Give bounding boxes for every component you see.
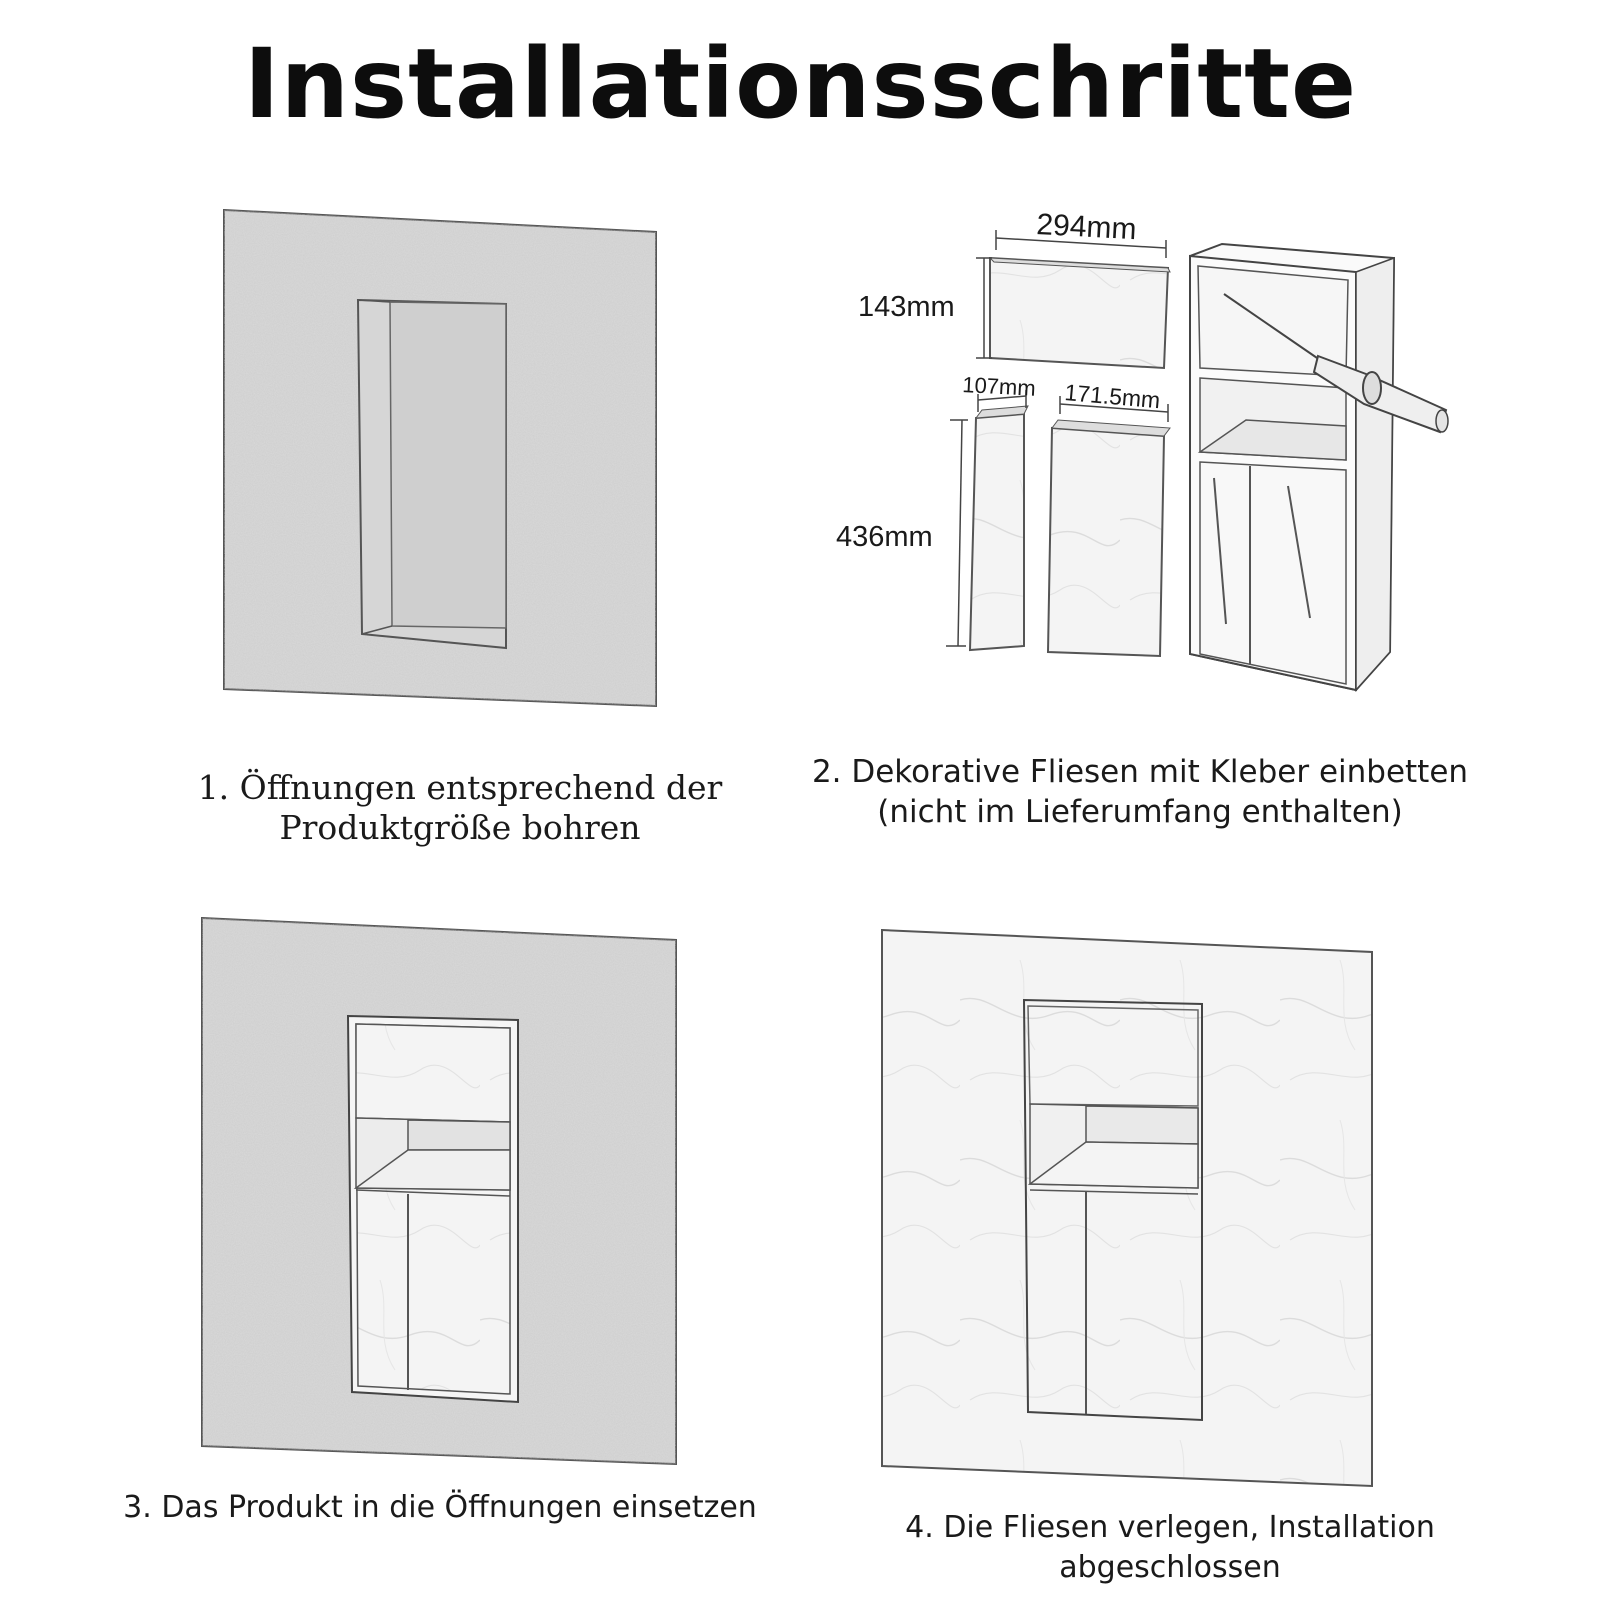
step1-wall-illustration <box>224 210 656 706</box>
dim-front-width: 171.5mm <box>1063 379 1162 414</box>
step1-caption <box>160 768 760 849</box>
step4-caption-line2: abgeschlossen <box>1059 1549 1281 1585</box>
dim-top-width: 294mm <box>1035 208 1138 247</box>
step2-caption-line1: 2. Dekorative Fliesen mit Kleber einbetten <box>811 754 1469 790</box>
dim-side-width: 107mm <box>961 372 1037 401</box>
dim-top-height: 143mm <box>858 291 955 323</box>
step3-caption <box>90 1490 790 1527</box>
step4-caption <box>850 1508 1490 1587</box>
step4-caption-line1: 4. Die Fliesen verlegen, Installation <box>905 1510 1435 1545</box>
step4-wall-illustration <box>882 930 1372 1486</box>
step1-caption-line1: 1. Öffnungen entsprechend der <box>197 768 723 807</box>
page-title: Installationsschritte <box>243 28 1358 140</box>
step2-tiles-illustration <box>836 208 1448 690</box>
step2-caption <box>780 752 1500 833</box>
step2-caption-line2: (nicht im Lieferumfang enthalten) <box>877 794 1403 831</box>
step3-wall-illustration <box>202 918 676 1464</box>
dim-tall-height: 436mm <box>836 521 933 553</box>
step3-caption-line1: 3. Das Produkt in die Öffnungen einsetzen <box>123 1490 757 1525</box>
step1-caption-line2: Produktgröße bohren <box>279 808 641 848</box>
